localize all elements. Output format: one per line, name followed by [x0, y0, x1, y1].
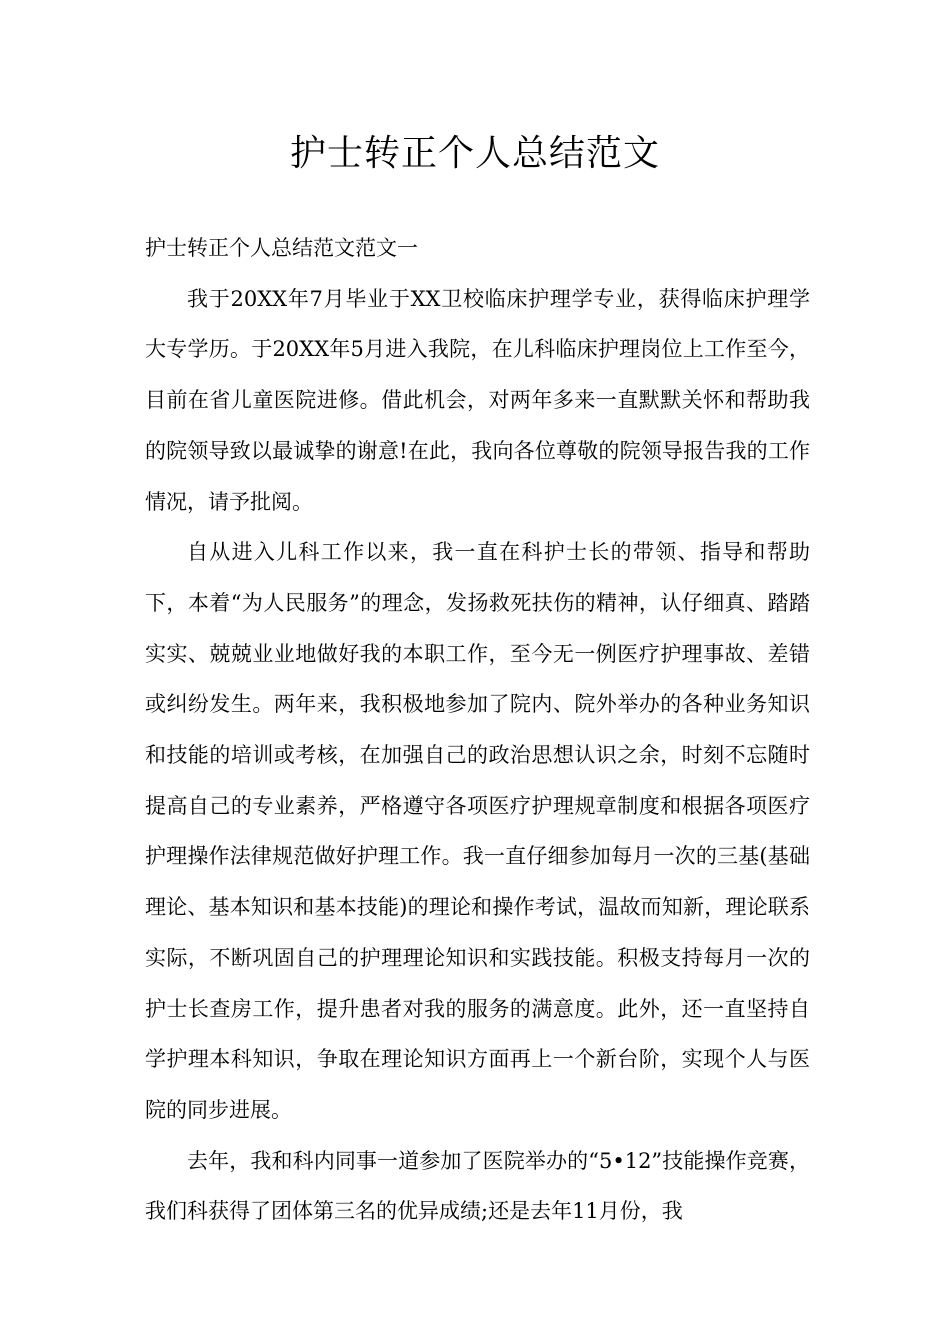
paragraph-1: 我于20XX年7月毕业于XX卫校临床护理学专业，获得临床护理学大专学历。于20XX年5月进入我院，在儿科临床护理岗位上工作至今，目前在省儿童医院进修。借此机会，对两年多来一直默默关怀和帮助我的院领导致以最诚挚的谢意!在此，我向各位尊敬的院领导报告我的工作情况，请予批阅。: [145, 286, 810, 514]
section-subtitle: 护士转正个人总结范文范文一: [145, 236, 418, 260]
paragraph-3: 去年，我和科内同事一道参加了医院举办的“5•12”技能操作竞赛，我们科获得了团体第三名的优异成绩;还是去年11月份，我: [145, 1148, 810, 1224]
paragraph-2: 自从进入儿科工作以来，我一直在科护士长的带领、指导和帮助下，本着“为人民服务”的理念，发扬救死扶伤的精神，认仔细真、踏踏实实、兢兢业业地做好我的本职工作，至今无一例医疗护理事故、差错或纠纷发生。两年来，我积极地参加了院内、院外举办的各种业务知识和技能的培训或考核，在加强自己的政治思想认识之余，时刻不忘随时提高自己的专业素养，严格遵守各项医疗护理规章制度和根据各项医疗护理操作法律规范做好护理工作。我一直仔细参加每月一次的三基(基础理论、基本知识和基本技能)的理论和操作考试，温故而知新，理论联系实际，不断巩固自己的护理理论知识和实践技能。积极支持每月一次的护士长查房工作，提升患者对我的服务的满意度。此外，还一直坚持自学护理本科知识，争取在理论知识方面再上一个新台阶，实现个人与医院的同步进展。: [145, 540, 810, 1122]
page-title: 护士转正个人总结范文: [289, 133, 660, 174]
document-body: [145, 223, 810, 1237]
